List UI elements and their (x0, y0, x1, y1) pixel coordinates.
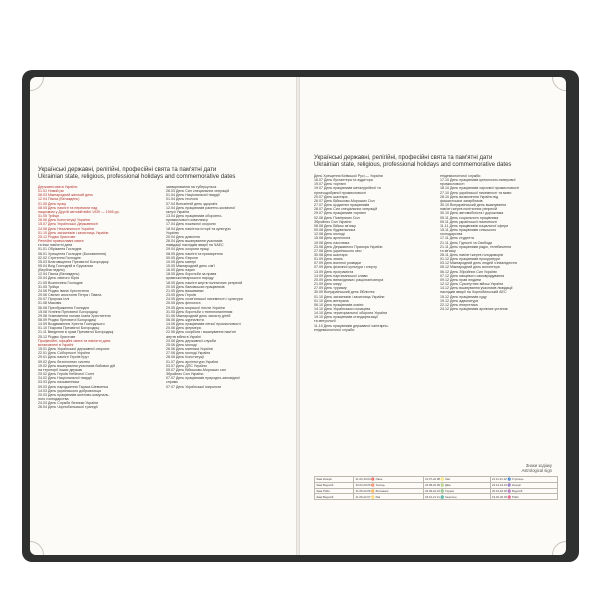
holiday-entry: 10.05 День матері (166, 259, 197, 264)
holiday-entry: 14.10 День Українського козацтва (314, 307, 371, 311)
holiday-entry: 17.11 День студента (440, 236, 474, 241)
holiday-entry: 14.09 День партизанської слави (314, 273, 368, 278)
holiday-entry: 21.05 День вишиванки (166, 288, 204, 293)
holiday-entry: (Вербна неділя) (38, 268, 65, 273)
holiday-entry: 01.10 День захисників і захисниць України (314, 294, 385, 299)
holiday-entry: 01.01 Новий рік (38, 189, 64, 194)
holiday-entry: 30.08 День шахтаря (314, 252, 348, 257)
zodiac-cell: Знак Водолій (315, 494, 354, 500)
holiday-entry: 29.07 День працівників торгівлі (314, 211, 366, 216)
holiday-entry: 26.06 День митника України (166, 347, 213, 352)
holiday-entry: 15.08 Успіння Пресвятої Богородиці (38, 309, 98, 314)
zodiac-cell: 21.11-21.12 ♐ Стрілець (490, 477, 557, 483)
holiday-entry: 24.02 День Національної гвардії (38, 376, 92, 381)
holiday-entry: нацизмом у Другій світовій війні 1939 — 1945 рр. (38, 209, 120, 214)
holiday-entry: 18.04 День пам'яток історії та культури (166, 226, 231, 231)
holiday-entry: 23.08 День Державного Прапора України (314, 244, 383, 249)
holiday-entry: 21.11 День працівників радіо, телебачення (440, 244, 512, 249)
holiday-entry: 07.04 Всесвітній день здоров'я (166, 201, 218, 206)
holiday-entry: 30.09 Всеукраїнський день бібліотек (314, 290, 375, 295)
holiday-entry: 15.11 День працівників сільського (440, 228, 497, 233)
holiday-entry: 01.06 Міжнародний день захисту дітей (166, 313, 231, 318)
holiday-entry: 07.07 День Української мирологи (166, 384, 222, 389)
holiday-entry: 08.09 Різдво Пресвятої Богородиці (38, 318, 96, 322)
holiday-entry: 29.01 День пам'яті Героїв Крут (38, 355, 89, 360)
holiday-entry: 23.05 День Героїв (166, 293, 196, 298)
holiday-entry: 07.07 День працівників природно-заповідної (166, 376, 240, 381)
zodiac-cell: 21.06-22.07 ♋ Рак (354, 494, 423, 500)
holiday-entry: 08.05 День пам'яті та примирення (166, 251, 223, 256)
holiday-entry: 24.06 Різдво Івана Хрестителя (38, 288, 89, 293)
holiday-entry: 20.04 День довкілля (166, 234, 200, 239)
holiday-entry: 15.12 День працівників суду (440, 294, 487, 299)
holiday-entry: 19.07 День працівників металургійної та (314, 186, 381, 191)
holiday-entry: 28.07 День Сил спеціальних операцій (314, 207, 378, 212)
holiday-entry: 09.12 День прав людини (440, 277, 481, 282)
holiday-entry: 17.04 День пожежної охорони (166, 222, 216, 227)
holiday-entry: та зв'язку (440, 248, 456, 253)
holiday-entry: 01.04 День геолога (166, 197, 198, 202)
left-page-title (38, 167, 235, 180)
holiday-entry: 14.12 День вшанування учасників ліквідації (440, 286, 513, 291)
zodiac-cell: 23.10-21.11 ♏ Скорпіон (423, 494, 490, 500)
right-column-2 (440, 174, 562, 460)
holiday-entry: 12.12 День Сухопутних військ України (440, 282, 504, 287)
holiday-entry: 01.09 День знань (314, 257, 343, 262)
holiday-entry: 24.12 День працівників архівних установ (440, 307, 508, 311)
holiday-entry: промислового комплексу (166, 218, 208, 223)
holiday-entry: 20.04 День святого Юрія (38, 276, 80, 281)
holiday-entry: 21.05 Вознесіння Господнє (38, 280, 83, 285)
holiday-entry: 20.09 День винахідника і раціоналізатора (314, 277, 384, 282)
zodiac-cell: 21.05-20.06 ♊ Близнюки (354, 488, 423, 494)
left-page (30, 77, 296, 555)
holiday-entry: 09.05 День Європи (166, 255, 198, 260)
zodiac-cell: 20.01-18.02 ♒ Водолій (490, 488, 557, 494)
holiday-entry: 19.07 День торгівлі (314, 182, 346, 187)
holiday-entry: та інші пам'ятні дати (38, 243, 73, 248)
holiday-entry: 07.09 День фізичної культури і спорту (314, 265, 377, 270)
holiday-entry: 28.06 День Конституції (166, 355, 205, 360)
holiday-entry: 01.07 День архітектури України (166, 359, 219, 364)
holiday-entry: 11.11 День працівників соціальної сфери (440, 223, 509, 228)
zodiac-cell: 23.09-22.10 ♎ Терези (423, 488, 490, 494)
page-corner-top-left (30, 77, 44, 91)
holiday-entry: 25.12 Різдво Христове (38, 334, 76, 339)
holiday-entry: 20.07 День шахтаря (314, 194, 348, 199)
holiday-entry: 29.05 День морської піхоти України (166, 305, 225, 310)
holiday-entry: 15.02 День вшанування учасників бойових дій (38, 363, 116, 368)
holiday-entry: 12.04 День працівників ракетно-космічної (166, 205, 236, 210)
holiday-entry: День Хрещення Київської Русі — України (314, 174, 383, 178)
holiday-entry: наслідків аварії на Чорнобильській АЕС (440, 290, 507, 295)
holiday-entry: 02.02 Стрітення Господнє (38, 255, 81, 260)
holiday-entry: встановлені в Україні (38, 342, 74, 347)
holiday-entry: 13.09 День програміста (314, 269, 354, 274)
holiday-entry: 21.11 День Гідності та Свободи (440, 240, 493, 245)
right-column-1 (314, 174, 438, 460)
holiday-entry: 26.03 День Сил спеціальних операцій (166, 189, 230, 194)
holiday-entry: 27.07 День ціздатних працівників (314, 203, 370, 208)
holiday-entry: 18.05 День пам'яті жертв політичних репресій (166, 280, 243, 285)
zodiac-cell: 19.02-20.03 ♓ Риби (490, 494, 557, 500)
left-title-ua: Українські державні, релігійні, професійні свята та пам'ятні дати (38, 167, 217, 173)
holiday-entry: жертв війни в Україні (166, 334, 201, 339)
holiday-entry: 15.08 День археолога (314, 236, 351, 241)
holiday-entry: промисловості (440, 182, 465, 187)
holiday-entry: 31.05 Трійця (38, 284, 59, 289)
holiday-entry: 14.10 День територіальної оборони України (314, 311, 387, 316)
holiday-entry: фашистських загарбників (440, 198, 483, 203)
holiday-entry: 31.05 Трійця (38, 214, 59, 219)
zodiac-cell: Знак Козеріг (315, 477, 354, 483)
holiday-entry: 20.03 День працівників житлово-комуналь- (38, 392, 110, 397)
left-column-1 (38, 185, 162, 550)
holiday-entry: 06.01 Хрещення Господнє (Богоявлення) (38, 251, 107, 256)
holiday-entry: 03.03 День письменника (38, 380, 79, 385)
holiday-entry: 07.12 День місцевого самоврядування (440, 273, 505, 278)
holiday-entry: 21.09 День миру (314, 282, 342, 287)
holiday-entry: 20.07 Пророка Іллі (38, 297, 70, 302)
holiday-entry: господарства (440, 232, 463, 237)
holiday-entry: Збройних Сил України (166, 372, 204, 377)
holiday-entry: 30.10 День автомобіліста і дорожника (440, 211, 504, 216)
holiday-entry: 28.10 День визволення України від (440, 194, 499, 199)
holiday-entry: справи (166, 380, 178, 385)
zodiac-cell: Знак Риби (315, 488, 354, 494)
holiday-entry: 17.10 День працівників целюлозно-паперової (440, 178, 516, 183)
holiday-entry: 12.08 День молоді (314, 232, 345, 237)
holiday-entry: 30.10 Всеукраїнський день вшанування (440, 203, 507, 208)
holiday-entry: 28.11 День пам'яті жертв голодоморів (440, 252, 503, 257)
holiday-entry: 05.07 День Військово-Морських сил (166, 367, 226, 372)
holiday-entry: 09.03 День народження Тараса Шевченка (38, 384, 108, 389)
holiday-entry: 15.07 День Української Державності (38, 222, 99, 227)
holiday-entry: 15.01 День Української державної охорони (38, 347, 110, 352)
holiday-entry: епідеміологічної служби (314, 327, 355, 332)
holiday-entry: пам'яті жертв політичних репресій (440, 207, 497, 212)
holiday-entry: 12.04 Пасха (Великдень) (38, 272, 80, 277)
holiday-entry: України (166, 230, 179, 235)
holiday-entry: 11.10 День працівників державної санітарно- (314, 323, 389, 328)
holiday-entry: 25.06 День молоді (166, 342, 197, 347)
holiday-entry: захворювання на туберкульоз (166, 185, 217, 189)
holiday-entry: 27.06 День молоді України (166, 351, 211, 356)
holiday-entry: 29.04 День охорони праці (166, 247, 209, 252)
page-corner-bottom-right (552, 541, 566, 555)
holiday-entry: на території інших держав (38, 367, 82, 372)
holiday-entry: 27.10 День української писемності та мови (440, 190, 512, 195)
holiday-entry: 27.09 День туризму (314, 286, 347, 291)
holiday-entry: галузі України (166, 209, 190, 214)
holiday-entry: 19.12 День адвокатури (440, 298, 479, 303)
holiday-entry: 03.07 День ДПС України (166, 363, 207, 368)
zodiac-cell: 20.04-20.05 ♉ Телець (354, 482, 423, 488)
right-title-ua: Українські державні, релігійні, професійні свята та пам'ятні дати (314, 155, 493, 161)
holiday-entry: 06.12 День Збройних Сил України (440, 269, 497, 274)
holiday-entry: 20.02 День Героїв Небесної Сотні (38, 372, 95, 377)
right-page (300, 77, 566, 555)
holiday-entry: 01.05 День праці (38, 201, 67, 206)
holiday-entry: 01.08 Маковія (38, 301, 62, 306)
holiday-entry: 20.06 День фермера (166, 326, 201, 331)
holiday-entry: 18.10 День працівників харчової промисловості (440, 186, 520, 191)
holiday-entry: 14.06 День працівників легкої промисловості (166, 322, 241, 327)
holiday-entry: 09.08 День будівельника (314, 228, 356, 233)
zodiac-cell: Знак Водолій (315, 482, 354, 488)
holiday-entry: 01.12 День працівників прокуратури (440, 257, 500, 262)
holiday-entry: 13.04 День працівників оборонно- (166, 214, 223, 219)
holiday-entry: 01.10 Покрова Пресвятої Богородиці (38, 326, 100, 331)
holiday-entry: 27.08 День українського кіно (314, 248, 362, 253)
holiday-entry: 29.08 Усікновення голови Іоана Хрестителя (38, 313, 111, 318)
holiday-entry: 05.04 Вхід Господній в Єрусалим (38, 263, 93, 268)
holiday-entry: Релігійні православні свята (38, 239, 84, 244)
left-title-en: Ukrainian state, religious, professional holidays and commemorative dates (38, 173, 236, 180)
holiday-entry: 24.08 День Незалежності України (38, 226, 94, 231)
holiday-entry: 25.03 Благовіщення Пресвятої Богородиці (38, 259, 109, 264)
zodiac-table (314, 476, 558, 500)
zodiac-title-ua: Знаки зодіаку (525, 463, 552, 468)
holiday-entry: 16.05 День науки (166, 268, 195, 273)
holiday-entry: та метрології (314, 319, 336, 324)
holiday-entry: 26.04 День вшанування учасників (166, 239, 223, 244)
holiday-entry: Професійні, офіційні свята та пам'ятні дати, (38, 338, 112, 343)
holiday-entry: 25.05 День філолога (166, 301, 201, 306)
holiday-entry: 06.06 День журналіста (166, 318, 204, 322)
holiday-entry: 08.03 Міжнародний жіночий день (38, 193, 94, 198)
holiday-entry: 09.11 День української писемності (440, 219, 498, 224)
holiday-entry: 18.05 День боротьби за права (166, 272, 217, 277)
holiday-entry: 16.07 День бухгалтера та аудитора (314, 178, 373, 183)
holiday-entry: 25.12 Різдво Христове (38, 234, 76, 239)
zodiac-title (522, 463, 553, 473)
zodiac-cell: 22.12-19.01 ♑ Козеріг (490, 482, 557, 488)
page-corner-top-right (552, 77, 566, 91)
holiday-entry: епідеміологічної служби (440, 174, 481, 178)
holiday-entry: 03.12 Міжнародний день людей з інвалідністю (440, 261, 518, 266)
zodiac-title-en: Astrological sign (521, 468, 552, 473)
holiday-entry: 12.04 Пасха (Великдень) (38, 197, 80, 202)
holiday-entry: 22.12 День енергетика (440, 302, 478, 307)
holiday-entry: 14.03 День українського добровольця (38, 388, 102, 393)
left-column-2 (166, 185, 290, 550)
holiday-entry: ліквідації наслідків аварії на ЧАЕС (166, 243, 224, 248)
holiday-entry: 09.02 День безпілотних систем (38, 359, 90, 364)
holiday-entry: 19.08 День пасічника (314, 240, 350, 245)
holiday-entry: 01.01 Обрізання Господнє (38, 247, 82, 252)
holiday-entry: 29.06 Святих апостолів Петра і Павла (38, 293, 102, 298)
holiday-entry: 07.09 День воєнної розвідки (314, 261, 361, 266)
holiday-entry: 01.04 День Національної гвардії (166, 193, 220, 198)
holiday-entry: 20.05 День банківських працівників (166, 284, 225, 289)
holiday-entry: 26.04 День Чорнобильської трагедії (38, 405, 98, 410)
holiday-entry: 06.08 Преображення Господнє (38, 305, 90, 310)
holiday-entry: 22.01 День Соборності України (38, 351, 90, 356)
holiday-entry: 15.05 Міжнародний день сім'ї (166, 263, 215, 268)
holiday-entry: 22.06 День скорботи і вшанування пам'яті (166, 330, 236, 335)
holiday-entry: ного господарства (38, 396, 69, 401)
holiday-entry: 08.08 День Військ зв'язку (314, 223, 356, 228)
holiday-entry: 14.09 Воздвиження Хреста Господнього (38, 322, 105, 327)
holiday-entry: 19.10 День працівників стандартизації (314, 315, 378, 320)
holiday-entry: 26.07 День Військово-Морських Сил (314, 198, 375, 203)
holiday-entry: 23.06 День державної служби (166, 338, 216, 343)
holiday-entry: кримськотатарського народу (166, 276, 214, 281)
holiday-entry: 05.11 День соціального працівника (440, 215, 499, 220)
holiday-entry: Державні свята України (38, 185, 78, 189)
holiday-entry: 06.10 День працівників освіти (314, 302, 364, 307)
holiday-entry: 01.10 День ветерана (314, 298, 349, 303)
holiday-entry: Збройних Сил України (314, 219, 352, 224)
holiday-entry: гірничодобувної промисловості (314, 190, 367, 195)
holiday-entry: 08.05 День пам'яті та перемоги над (38, 205, 98, 210)
holiday-entry: 05.12 Міжнародний день волонтера (440, 265, 500, 270)
holiday-entry: 02.08 День Повітряних Сил (314, 215, 360, 220)
zodiac-cell: 23.08-22.09 ♍ Діва (423, 482, 490, 488)
zodiac-row (315, 494, 558, 500)
right-page-title (314, 155, 511, 168)
holiday-entry: 21.11 Введення в храм Пресвятої Богородиці (38, 330, 114, 335)
right-title-en: Ukrainian state, religious, professional holidays and commemorative dates (314, 161, 512, 168)
holiday-entry: 28.06 День Конституції України (38, 218, 90, 223)
holiday-entry: 24.05 День слов'янської писемності і культури (166, 297, 243, 302)
zodiac-cell: 21.03-19.04 ♈ Овен (354, 477, 423, 483)
zodiac-cell: 21.07-22.08 ♌ Лев (423, 477, 490, 483)
holiday-entry: 24.03 День Служби безпеки України (38, 401, 99, 406)
holiday-entry: 01.10 День захисників і захисниць України (38, 230, 109, 235)
holiday-entry: 31.05 День боротьби з тютюнопалінням (166, 309, 233, 314)
